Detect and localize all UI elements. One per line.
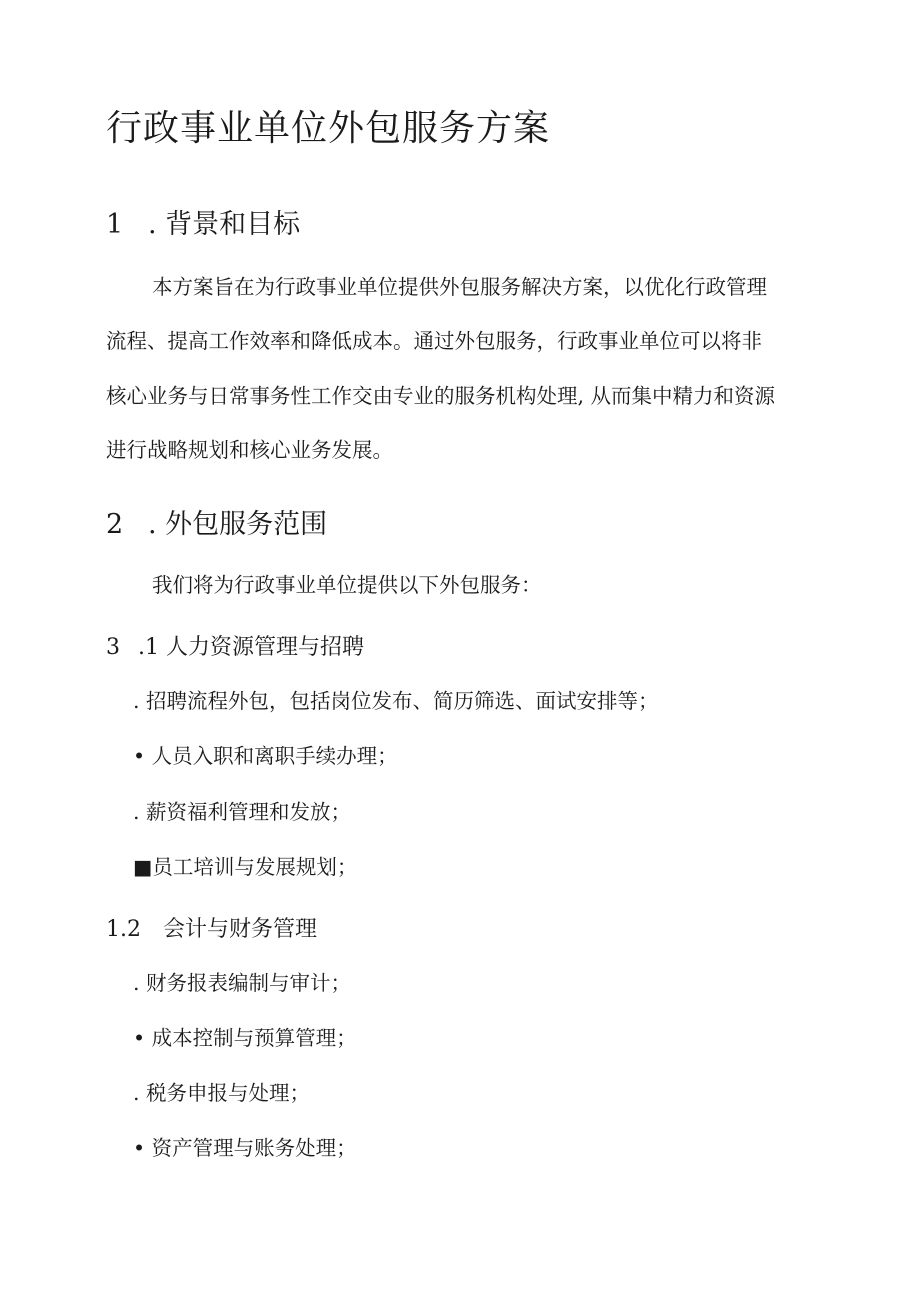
subsection-2-number: 1.2 — [106, 917, 141, 942]
section-1-title: . 背景和目标 — [148, 209, 301, 240]
list-item: . 招聘流程外包，包括岗位发布、简历筛选、面试安排等； — [133, 689, 659, 713]
subsection-1-heading — [106, 630, 364, 661]
section-1-number: 1 — [106, 209, 124, 240]
section-2-number: 2 — [106, 509, 124, 540]
document-title: 行政事业单位外包服务方案 — [106, 108, 551, 149]
section-1-heading — [106, 202, 300, 241]
list-item: • 人员入职和离职手续办理； — [133, 744, 398, 768]
subsection-2-title: 会计与财务管理 — [163, 917, 318, 942]
subsection-2-heading — [106, 912, 317, 943]
section-1-body-line-2: 流程、提高工作效率和降低成本。通过外包服务，行政事业单位可以将非 — [106, 329, 762, 353]
subsection-1-number: 3 — [106, 635, 120, 660]
list-item: ■员工培训与发展规划； — [133, 855, 358, 879]
section-2-heading — [106, 502, 327, 541]
list-item: . 薪资福利管理和发放； — [133, 800, 352, 824]
subsection-1-title: .1 人力资源管理与招聘 — [138, 635, 364, 660]
list-item: . 税务申报与处理； — [133, 1081, 311, 1105]
list-item: • 成本控制与预算管理； — [133, 1026, 357, 1050]
section-2-intro: 我们将为行政事业单位提供以下外包服务： — [152, 573, 542, 597]
section-1-body-line-4: 进行战略规划和核心业务发展。 — [106, 438, 393, 462]
section-1-body-line-1: 本方案旨在为行政事业单位提供外包服务解决方案，以优化行政管理 — [152, 275, 767, 299]
section-2-title: . 外包服务范围 — [148, 509, 328, 540]
section-1-body-line-3: 核心业务与日常事务性工作交由专业的服务机构处理, 从而集中精力和资源 — [106, 384, 776, 408]
list-item: • 资产管理与账务处理； — [133, 1136, 357, 1160]
list-item: . 财务报表编制与审计； — [133, 971, 352, 995]
